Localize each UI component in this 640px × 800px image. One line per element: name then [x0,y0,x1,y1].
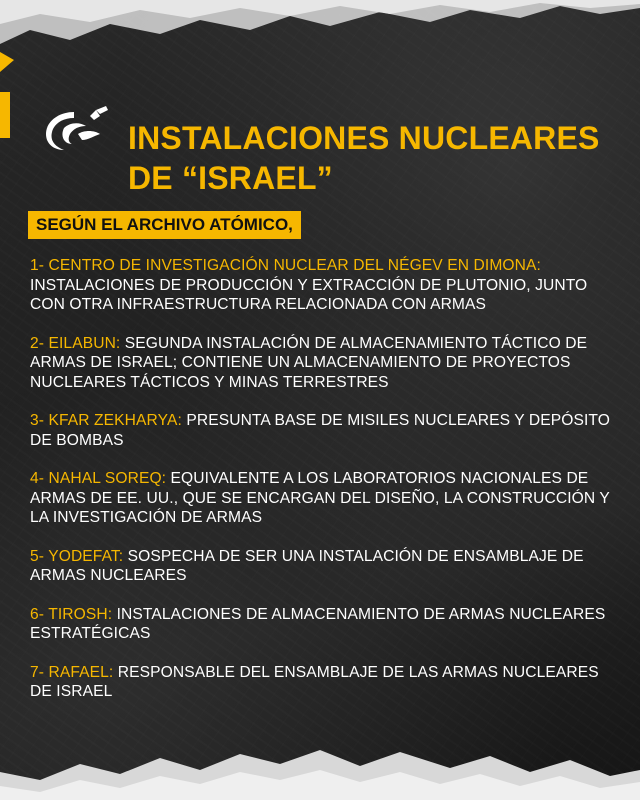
item-label: 5- YODEFAT: [30,547,124,565]
accent-tab [0,92,10,138]
torn-paper-bottom [0,730,640,800]
item-text: PRESUNTA BASE DE MISILES NUCLEARES Y DEPÓSITO DE BOMBAS [30,412,610,449]
facility-list [30,256,610,721]
item-text: SEGUNDA INSTALACIÓN DE ALMACENAMIENTO TÁCTICO DE ARMAS DE ISRAEL; CONTIENE UN ALMACENAMIENTO DE PROYECTOS NUCLEARES TÁCTICOS Y MINAS TERRESTRES [30,334,588,391]
item-label: 4- NAHAL SOREQ: [30,470,167,487]
list-item-nahal-soreq [30,469,610,528]
item-text: INSTALACIONES DE ALMACENAMIENTO DE ARMAS NUCLEARES ESTRATÉGICAS [30,605,606,642]
list-item-dimona [30,256,610,315]
item-label: 6- TIROSH: [30,605,113,623]
list-item-tirosh [30,605,610,644]
list-item-rafael [30,663,610,702]
list-item-kfar-zekharya [30,411,610,450]
torn-paper-top [0,0,640,80]
item-label: 7- RAFAEL: [30,663,114,681]
item-label: 2- EILABUN: [30,334,121,352]
list-item-eilabun [30,334,610,393]
page-title: INSTALACIONES NUCLEARES DE “ISRAEL” [128,120,600,196]
item-text: INSTALACIONES DE PRODUCCIÓN Y EXTRACCIÓN DE PLUTONIO, JUNTO CON OTRA INFRAESTRUCTURA RELACIONADA CON ARMAS [30,276,588,313]
list-item-yodefat [30,547,610,586]
item-text: RESPONSABLE DEL ENSAMBLAJE DE LAS ARMAS NUCLEARES DE ISRAEL [30,663,599,700]
al-mayadeen-logo-icon [34,104,116,152]
item-text: EQUIVALENTE A LOS LABORATORIOS NACIONALES DE ARMAS DE EE. UU., QUE SE ENCARGAN DEL DISEÑO, LA CONSTRUCCIÓN Y LA INVESTIGACIÓN DE ARMAS [30,470,610,526]
source-banner: SEGÚN EL ARCHIVO ATÓMICO, [28,211,301,239]
item-text: SOSPECHA DE SER UNA INSTALACIÓN DE ENSAMBLAJE DE ARMAS NUCLEARES [30,547,584,584]
item-label: 1- CENTRO DE INVESTIGACIÓN NUCLEAR DEL NÉGEV EN DIMONA: [30,257,541,274]
item-label: 3- KFAR ZEKHARYA: [30,412,182,429]
